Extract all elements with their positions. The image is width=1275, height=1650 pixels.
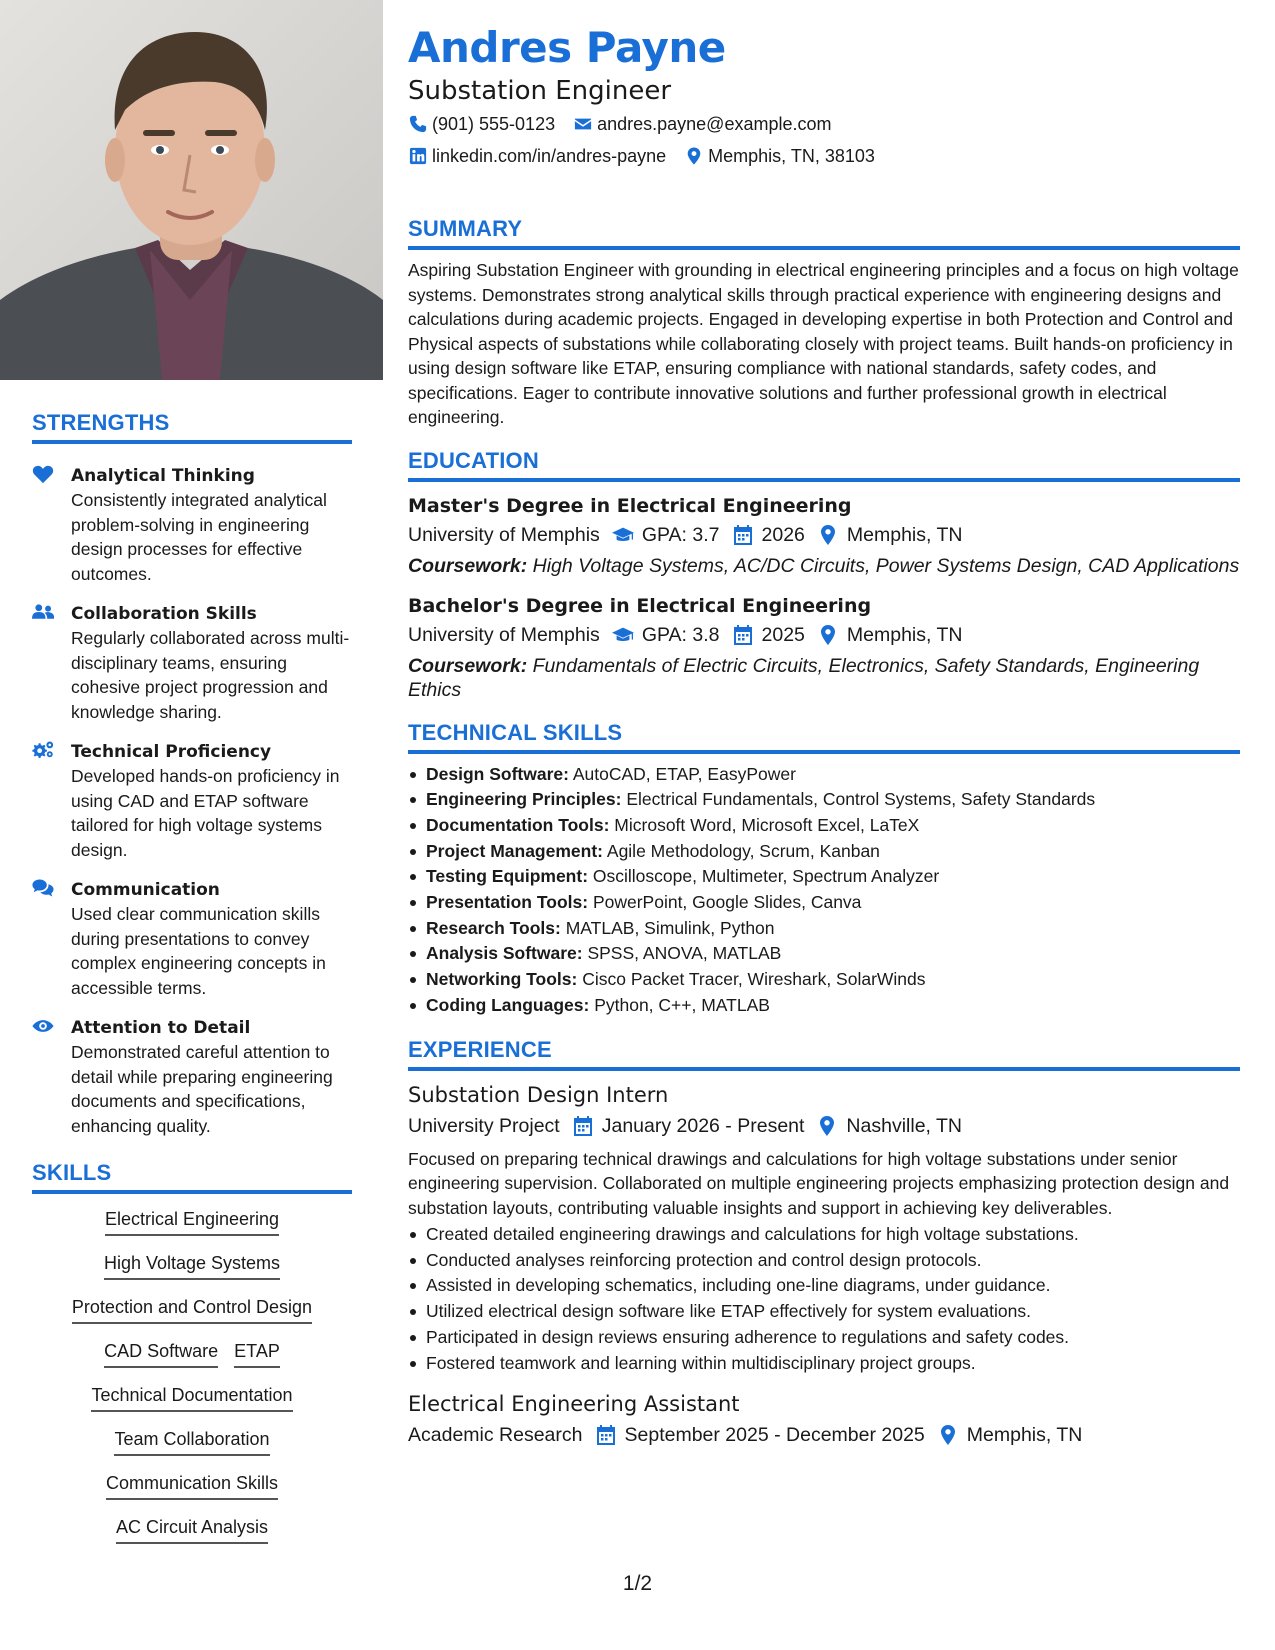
skill-tag: CAD Software [104,1340,218,1368]
map-pin-icon [937,1424,959,1446]
year-text: 2026 [761,523,805,546]
skill-value: AutoCAD, ETAP, EasyPower [572,763,796,784]
skill-label: Analysis Software: [426,943,583,964]
strength-desc: Used clear communication skills during presentations to convey complex engineering concepts in accessible terms. [71,904,326,998]
skill-row [32,1296,352,1324]
linkedin-contact[interactable] [408,140,666,172]
summary-text: Aspiring Substation Engineer with grounding in electrical engineering principles and a focus on high voltage systems. Demonstrates strong analytical skills through practical experience with engineering designs and calculations during academic projects. Engaged in developing expertise in both Protection and Control and Physical aspects of substations while collaborating closely with project teams. Built hands-on proficiency in using design software like ETAP, ensuring compliance with national standards, safety codes, and specifications. Eager to contribute innovative solutions and further professional growth in electrical engineering. [408,260,1239,427]
list-item: Assisted in developing schematics, including one-line diagrams, under guidance. [408,1273,1240,1299]
list-item [408,993,1240,1019]
eye-icon [32,1016,56,1038]
strength-item [32,740,352,862]
skill-label: Networking Tools: [426,969,578,990]
year-text: 2025 [761,623,805,646]
list-item [408,890,1240,916]
skill-tag: High Voltage Systems [104,1252,280,1280]
skill-label: Coding Languages: [426,994,590,1015]
list-item: Conducted analyses reinforcing protection and control design protocols. [408,1248,1240,1274]
skill-row [32,1384,352,1412]
skill-tag: Protection and Control Design [72,1296,312,1324]
education-item [408,592,1240,702]
location-text: Memphis, TN, 38103 [708,146,875,166]
calendar-icon [572,1115,594,1137]
strength-item [32,878,352,1000]
experience-title: EXPERIENCE [408,1037,1240,1071]
skill-row [32,1516,352,1544]
page-number: 1/2 [622,1572,653,1595]
experience-section [408,1037,1240,1451]
gpa-text: GPA: 3.7 [641,523,720,546]
strengths-list [32,464,352,1138]
list-item [408,916,1240,942]
skill-tag: Electrical Engineering [105,1208,279,1236]
coursework-text [408,654,1240,702]
strength-title: Communication [71,880,220,900]
skill-value: Agile Methodology, Scrum, Kanban [606,840,880,861]
graduation-cap-icon [612,524,634,546]
summary-title: SUMMARY [408,216,1240,250]
skill-value: Electrical Fundamentals, Control Systems, Safety Standards [626,789,1096,810]
left-column [32,410,352,1560]
linkedin-text: linkedin.com/in/andres-payne [432,146,667,166]
strength-desc: Developed hands-on proficiency in using CAD and ETAP software tailored for high voltage systems design. [71,766,340,860]
education-meta [408,620,1240,650]
skill-value: Oscilloscope, Multimeter, Spectrum Analyzer [592,866,940,887]
skill-row [32,1252,352,1280]
coursework-label: Coursework: [408,654,528,677]
skill-row [32,1472,352,1500]
job-title: Electrical Engineering Assistant [408,1392,740,1417]
list-item [408,839,1240,865]
strength-desc: Regularly collaborated across multi-disciplinary teams, ensuring cohesive project progression and knowledge sharing. [71,628,350,722]
location-text: Memphis, TN [846,623,963,646]
envelope-icon [573,114,593,134]
list-item: Created detailed engineering drawings and calculations for high voltage substations. [408,1222,1240,1248]
job-location: Nashville, TN [846,1114,963,1137]
linkedin-icon [408,146,428,166]
education-section [408,448,1240,702]
skills-title: SKILLS [32,1160,352,1194]
strength-desc: Demonstrated careful attention to detail while preparing engineering documents and specifications, enhancing quality. [71,1042,333,1136]
candidate-role: Substation Engineer [408,76,672,106]
skill-value: MATLAB, Simulink, Python [565,917,775,938]
job-title: Substation Design Intern [408,1082,669,1107]
skill-label: Design Software: [426,763,569,784]
comments-icon [32,878,56,900]
skills-list [32,1208,352,1544]
heart-icon [32,464,56,486]
phone-icon [408,114,428,134]
summary-section [408,216,1240,430]
list-item: Fostered teamwork and learning within multidisciplinary project groups. [408,1351,1240,1377]
strength-title: Collaboration Skills [71,604,257,624]
list-item [408,864,1240,890]
list-item [408,762,1240,788]
job-meta [408,1420,1240,1450]
skill-tag: AC Circuit Analysis [116,1516,268,1544]
skill-value: Cisco Packet Tracer, Wireshark, SolarWinds [582,969,926,990]
strength-item [32,602,352,724]
location-text: Memphis, TN [846,523,963,546]
skill-row [32,1428,352,1456]
phone-text: (901) 555-0123 [432,114,556,134]
coursework-list: High Voltage Systems, AC/DC Circuits, Power Systems Design, CAD Applications [532,554,1240,577]
education-title: EDUCATION [408,448,1240,482]
list-item [408,813,1240,839]
technical-skills-list [408,762,1240,1019]
degree-title: Bachelor's Degree in Electrical Engineering [408,594,872,617]
graduation-cap-icon [612,624,634,646]
list-item [408,787,1240,813]
job-dates: January 2026 - Present [601,1114,805,1137]
skill-row [32,1208,352,1236]
skill-label: Documentation Tools: [426,814,610,835]
skill-label: Project Management: [426,840,603,861]
skill-tag: Communication Skills [106,1472,278,1500]
list-item: Participated in design reviews ensuring adherence to regulations and safety codes. [408,1325,1240,1351]
skill-value: Microsoft Word, Microsoft Excel, LaTeX [614,814,920,835]
list-item [408,941,1240,967]
skill-tag: Team Collaboration [114,1428,269,1456]
technical-skills-title: TECHNICAL SKILLS [408,720,1240,754]
job-location: Memphis, TN [966,1424,1083,1447]
skill-label: Presentation Tools: [426,892,589,913]
contact-line [408,140,1240,172]
job-description: Focused on preparing technical drawings and calculations for high voltage substations under senior engineering supervision. Collaborated on multiple engineering projects emphasizing protection design and substation layouts, contributing valuable insights and support in achieving key deliverables. [408,1148,1230,1218]
email-contact[interactable] [573,108,831,140]
skill-value: SPSS, ANOVA, MATLAB [587,943,782,964]
job-item [408,1388,1240,1450]
strength-title: Attention to Detail [71,1018,251,1038]
education-meta [408,520,1240,550]
strength-title: Analytical Thinking [71,466,255,486]
job-org: Academic Research [408,1424,583,1447]
skill-value: Python, C++, MATLAB [594,994,770,1015]
coursework-text [408,554,1240,578]
map-pin-icon [817,624,839,646]
email-text: andres.payne@example.com [597,114,832,134]
strength-title: Technical Proficiency [71,742,272,762]
coursework-label: Coursework: [408,554,528,577]
strength-desc: Consistently integrated analytical problem-solving in engineering design processes for effective outcomes. [71,490,327,584]
contact-line [408,108,1240,140]
map-pin-icon [817,524,839,546]
phone-contact[interactable] [408,108,555,140]
strengths-title: STRENGTHS [32,410,352,444]
job-meta [408,1111,1240,1141]
gpa-text: GPA: 3.8 [641,623,720,646]
skill-row [32,1340,352,1368]
education-item [408,492,1240,578]
job-item [408,1079,1240,1377]
profile-photo [0,0,383,380]
calendar-icon [732,524,754,546]
gears-icon [32,740,56,762]
technical-skills-section [408,720,1240,1019]
school-name: University of Memphis [408,623,600,646]
calendar-icon [595,1424,617,1446]
candidate-name: Andres Payne [408,23,726,72]
degree-title: Master's Degree in Electrical Engineering [408,494,852,517]
users-icon [32,602,56,624]
job-bullets [408,1222,1240,1376]
list-item: Utilized electrical design software like ETAP effectively for system evaluations. [408,1299,1240,1325]
skill-label: Testing Equipment: [426,866,589,887]
strength-item [32,1016,352,1138]
job-org: University Project [408,1114,560,1137]
job-dates: September 2025 - December 2025 [624,1424,925,1447]
map-pin-icon [684,146,704,166]
skill-tag: Technical Documentation [91,1384,292,1412]
skill-tag: ETAP [234,1340,280,1368]
skill-label: Research Tools: [426,917,561,938]
location-contact [684,140,875,172]
strength-item [32,464,352,586]
skill-value: PowerPoint, Google Slides, Canva [592,892,862,913]
list-item [408,967,1240,993]
calendar-icon [732,624,754,646]
map-pin-icon [816,1115,838,1137]
skill-label: Engineering Principles: [426,789,622,810]
school-name: University of Memphis [408,523,600,546]
coursework-list: Fundamentals of Electric Circuits, Electronics, Safety Standards, Engineering Ethics [408,654,1200,701]
right-column [408,22,1240,1450]
